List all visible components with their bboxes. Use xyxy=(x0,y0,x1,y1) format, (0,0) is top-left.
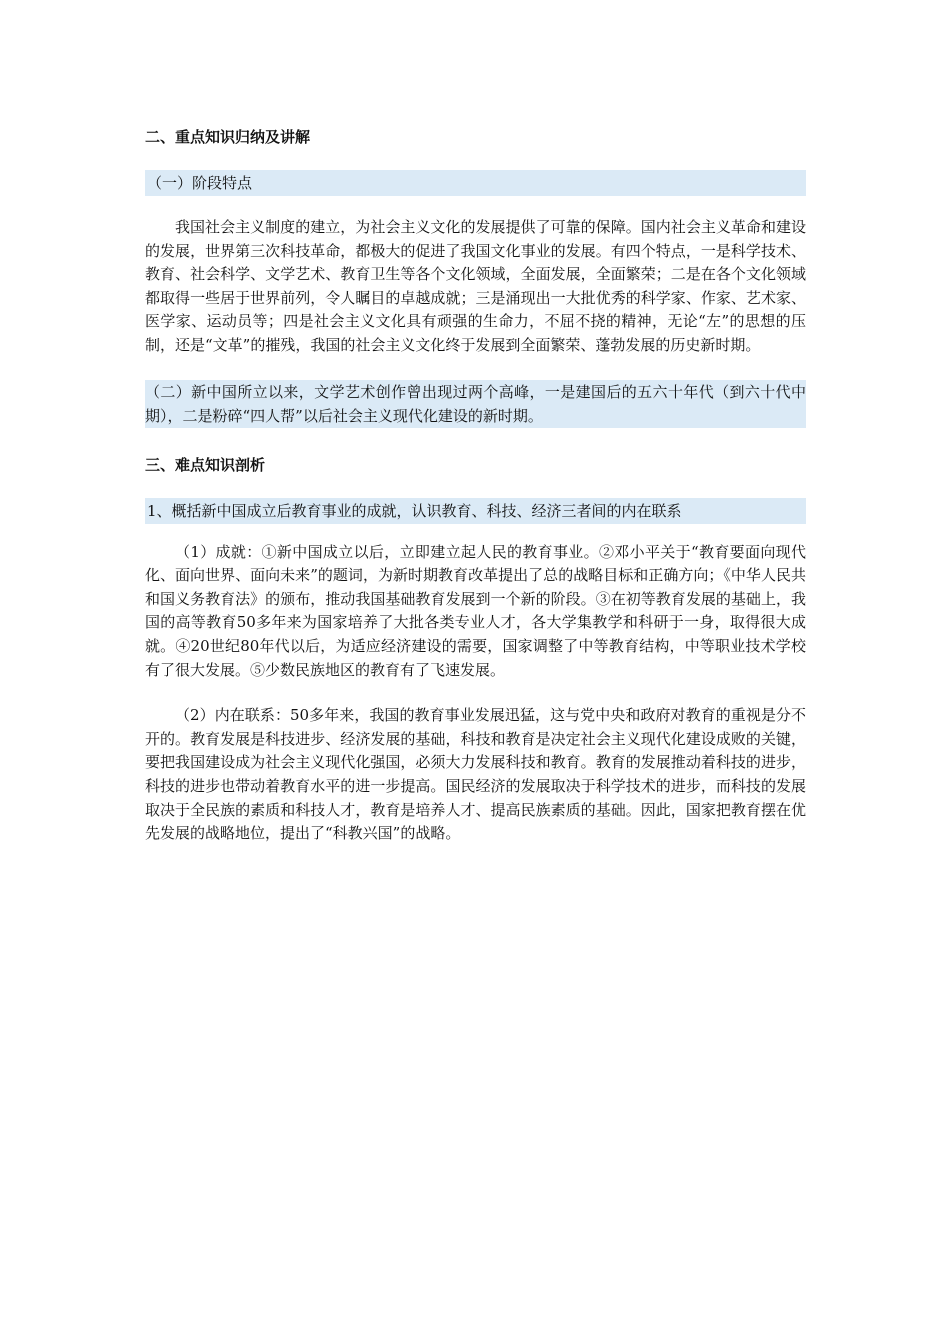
subsection-title-stage-features: （一）阶段特点 xyxy=(145,170,806,196)
paragraph-stage-features: 我国社会主义制度的建立，为社会主义文化的发展提供了可靠的保障。国内社会主义革命和建设的发展，世界第三次科技革命，都极大的促进了我国文化事业的发展。有四个特点，一是科学技术、教育、社会科学、文学艺术、教育卫生等各个文化领域，全面发展，全面繁荣；二是在各个文化领域都取得一些居于世界前列，令人瞩目的卓越成就；三是涌现出一大批优秀的科学家、作家、艺术家、医学家、运动员等；四是社会主义文化具有顽强的生命力，不屈不挠的精神，无论“左”的思想的压制，还是“文革”的摧残，我国的社会主义文化终于发展到全面繁荣、蓬勃发展的历史新时期。 xyxy=(145,218,806,354)
document-page xyxy=(145,126,806,846)
section-heading-difficult-points: 三、难点知识剖析 xyxy=(145,455,266,474)
section-heading-key-knowledge: 二、重点知识归纳及讲解 xyxy=(145,128,311,146)
paragraph-achievements: （1）成就：①新中国成立以后，立即建立起人民的教育事业。②邓小平关于“教育要面向现代化、面向世界、面向未来”的题词，为新时期教育改革提出了总的战略目标和正确方向；《中华人民共和国义务教育法》的颁布，推动我国基础教育发展到一个新的阶段。③在初等教育发展的基础上，我国的高等教育50多年来为国家培养了大批各类专业人才，各大学集教学和科研于一身，取得很大成就。④20世纪80年代以后，为适应经济建设的需要，国家调整了中等教育结构，中等职业技术学校有了很大发展。⑤少数民族地区的教育有了飞速发展。 xyxy=(145,542,806,679)
paragraph-internal-relations: （2）内在联系：50多年来，我国的教育事业发展迅猛，这与党中央和政府对教育的重视是分不开的。教育发展是科技进步、经济发展的基础，科技和教育是决定社会主义现代化建设成败的关键，要把我国建设成为社会主义现代化强国，必须大力发展科技和教育。教育的发展推动着科技的进步，科技的进步也带动着教育水平的进一步提高。国民经济的发展取决于科学技术的进步，而科技的发展取决于全民族的素质和科技人才，教育是培养人才、提高民族素质的基础。因此，国家把教育摆在优先发展的战略地位，提出了“科教兴国”的战略。 xyxy=(145,706,806,843)
paragraph-literature-peaks: （二）新中国所立以来，文学艺术创作曾出现过两个高峰，一是建国后的五六十年代（到六十代中期），二是粉碎“四人帮”以后社会主义现代化建设的新时期。 xyxy=(145,380,806,428)
item-title-education-achievements: 1、概括新中国成立后教育事业的成就，认识教育、科技、经济三者间的内在联系 xyxy=(145,498,806,524)
